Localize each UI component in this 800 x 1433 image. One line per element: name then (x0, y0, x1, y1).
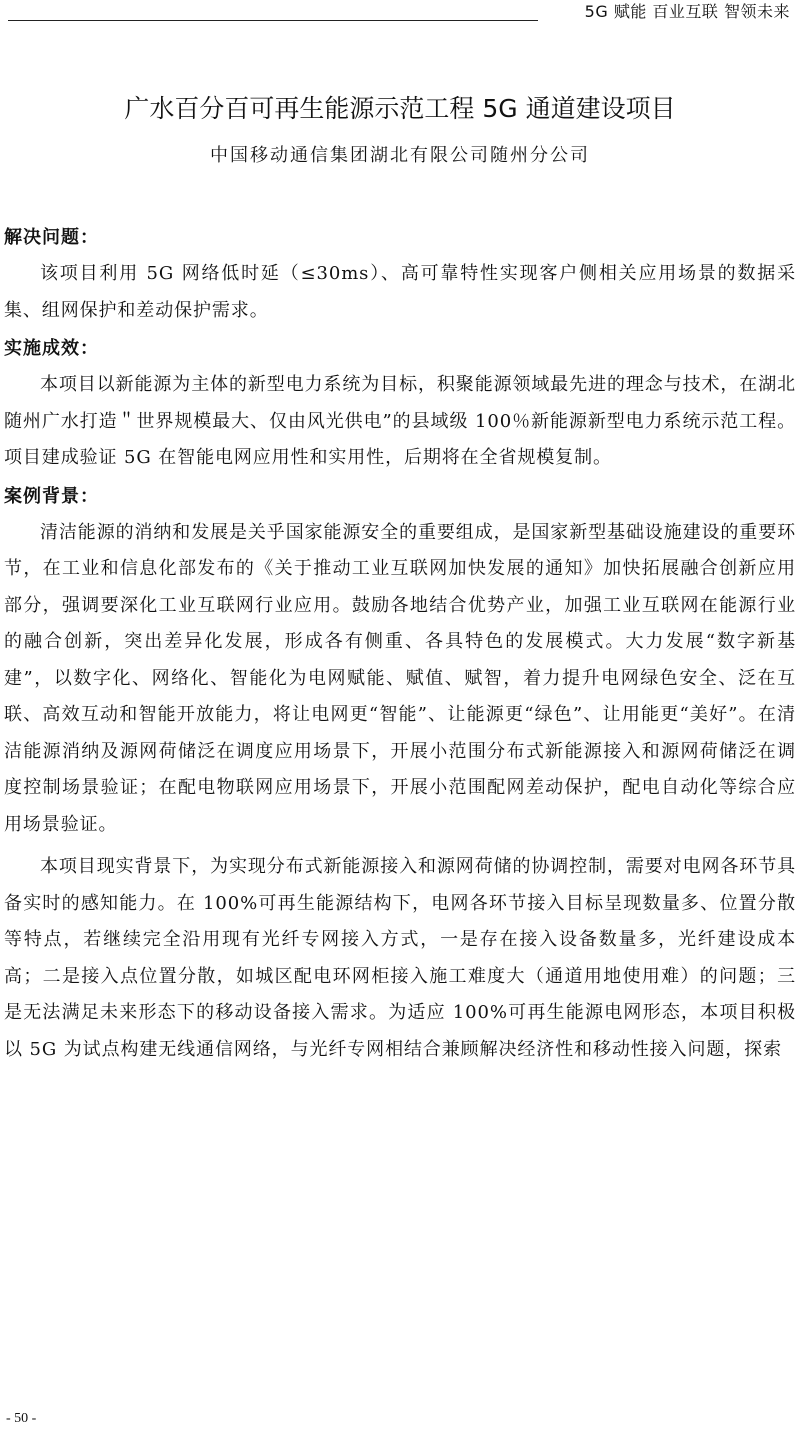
header-rule (8, 20, 538, 21)
header-slogan: 5G 赋能 百业互联 智领未来 (584, 2, 790, 21)
paragraph-background-1: 清洁能源的消纳和发展是关乎国家能源安全的重要组成，是国家新型基础设施建设的重要环节，在工业和信息化部发布的《关于推动工业互联网加快发展的通知》加快拓展融合创新应用部分，强调要深化工业互联网行业应用。鼓励各地结合优势产业，加强工业互联网在能源行业的融合创新，突出差异化发展，形成各有侧重、各具特色的发展模式。大力发展“数字新基建”，以数字化、网络化、智能化为电网赋能、赋值、赋智，着力提升电网绿色安全、泛在互联、高效互动和智能开放能力，将让电网更“智能”、让能源更“绿色”、让用能更“美好”。在清洁能源消纳及源网荷储泛在调度应用场景下，开展小范围分布式新能源接入和源网荷储泛在调度控制场景验证；在配电物联网应用场景下，开展小范围配网差动保护，配电自动化等综合应用场景验证。 (4, 521, 796, 835)
section-heading-problem: 解决问题： (4, 227, 99, 248)
document-organization: 中国移动通信集团湖北有限公司随州分公司 (210, 145, 590, 166)
page-number: - 50 - (6, 1411, 37, 1426)
paragraph-problem: 该项目利用 5G 网络低时延（≤30ms）、高可靠特性实现客户侧相关应用场景的数据采集、组网保护和差动保护需求。 (4, 263, 796, 321)
paragraph-background-2: 本项目现实背景下，为实现分布式新能源接入和源网荷储的协调控制，需要对电网各环节具备实时的感知能力。在 100%可再生能源结构下，电网各环节接入目标呈现数量多、位置分散等特点，若继续完全沿用现有光纤专网接入方式，一是存在接入设备数量多，光纤建设成本高；二是接入点位置分散，如城区配电环网柜接入施工难度大（通道用地使用难）的问题；三是无法满足未来形态下的移动设备接入需求。为适应 100%可再生能源电网形态，本项目积极以 5G 为试点构建无线通信网络，与光纤专网相结合兼顾解决经济性和移动性接入问题，探索 (4, 856, 796, 1060)
document-title: 广水百分百可再生能源示范工程 5G 通道建设项目 (124, 94, 676, 123)
page-header (0, 0, 800, 26)
section-heading-background: 案例背景： (4, 485, 99, 507)
paragraph-effect: 本项目以新能源为主体的新型电力系统为目标，积聚能源领域最先进的理念与技术，在湖北随州广水打造＂世界规模最大、仅由风光供电”的县域级 100％新能源新型电力系统示范工程。项目建成验证 5G 在智能电网应用性和实用性，后期将在全省规模复制。 (4, 374, 796, 468)
section-heading-effect: 实施成效： (4, 338, 99, 359)
document-body (4, 222, 796, 1068)
